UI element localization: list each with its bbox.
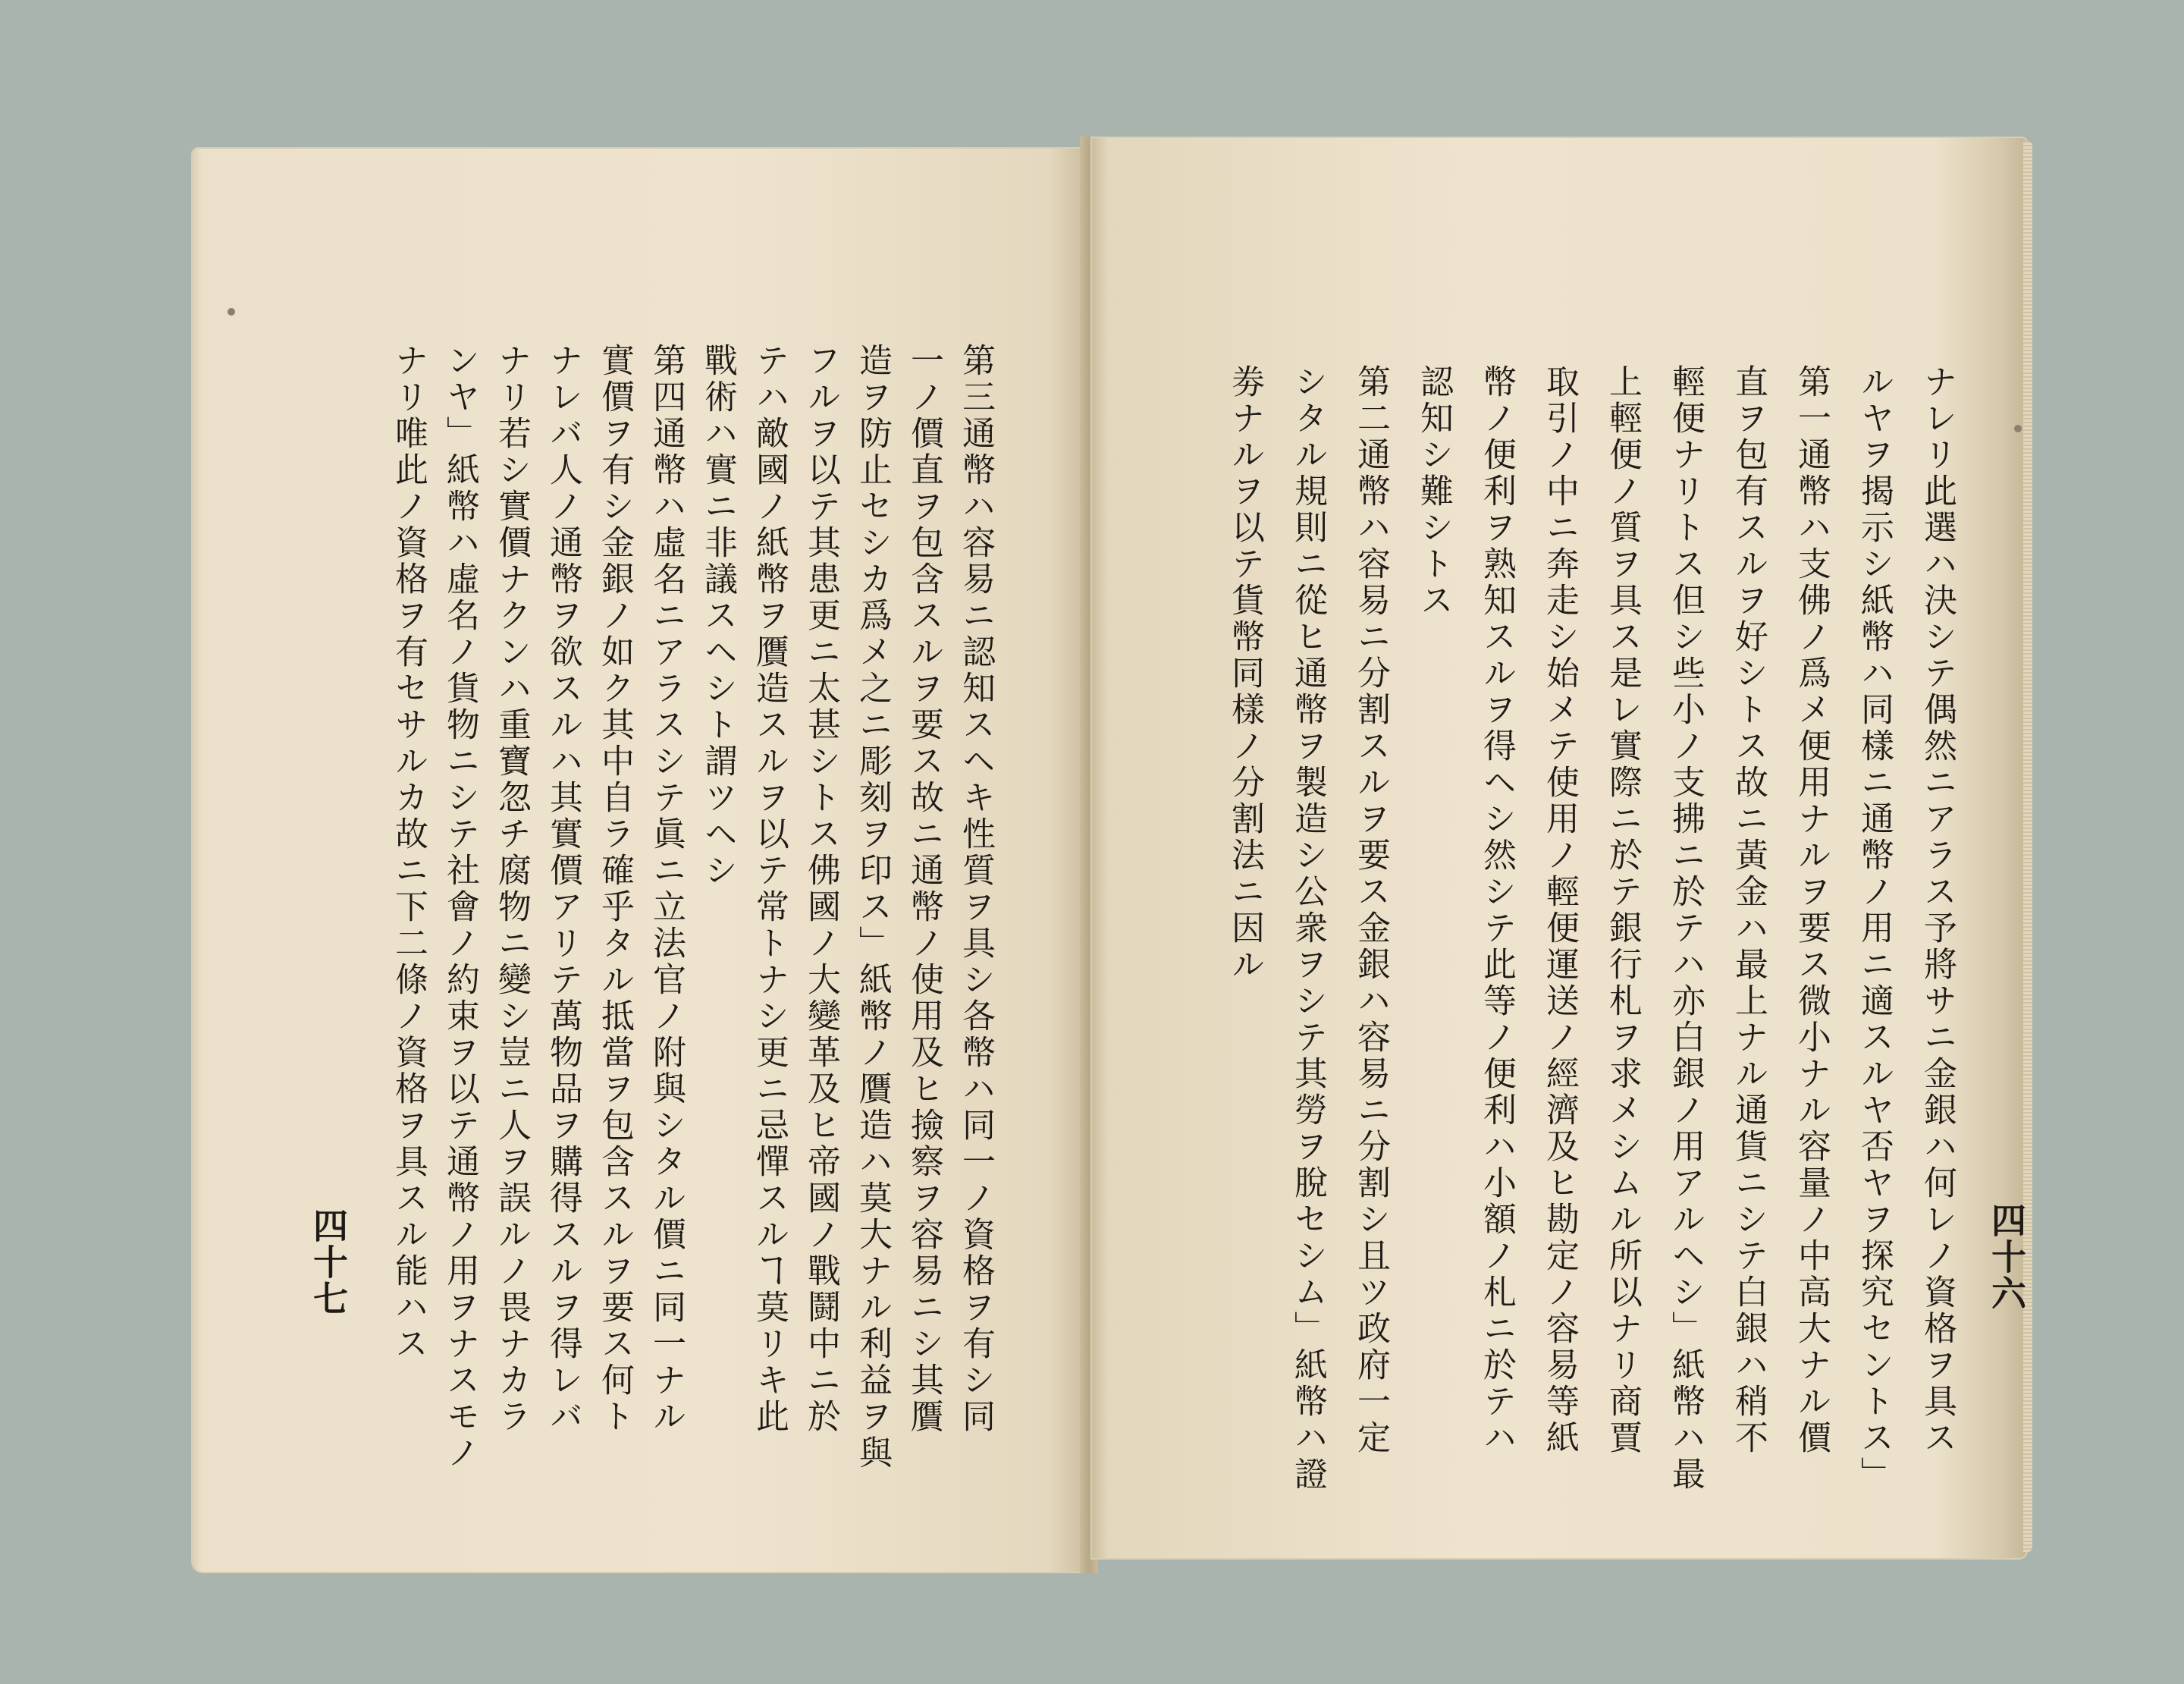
text-line: 輕便ナリトス但シ些小ノ支拂ニ於テハ亦白銀ノ用アルヘシ」紙幣ハ最 bbox=[1666, 364, 1705, 1493]
page-blemish bbox=[2014, 425, 2022, 432]
text-line: 認知シ難シトス bbox=[1414, 364, 1453, 619]
text-line: ンヤ」紙幣ハ虛名ノ貨物ニシテ社會ノ約束ヲ以テ通幣ノ用ヲナスモノ bbox=[441, 343, 479, 1472]
text-line: シタル規則ニ從ヒ通幣ヲ製造シ公衆ヲシテ其勞ヲ脫セシム」紙幣ハ證 bbox=[1288, 364, 1327, 1493]
text-line: フルヲ以テ其患更ニ太甚シトス佛國ノ大變革及ヒ帝國ノ戰鬪中ニ於 bbox=[802, 343, 840, 1435]
text-line: 劵ナルヲ以テ貨幣同樣ノ分割法ニ因ル bbox=[1225, 364, 1264, 983]
text-line: ナレバ人ノ通幣ヲ欲スルハ其實價アリテ萬物品ヲ購得スルヲ得レバ bbox=[544, 343, 582, 1435]
text-line: 取引ノ中ニ奔走シ始メテ使用ノ輕便運送ノ經濟及ヒ勘定ノ容易等紙 bbox=[1540, 364, 1579, 1456]
left-page bbox=[191, 147, 1084, 1573]
text-line: 幣ノ便利ヲ熟知スルヲ得ヘシ然シテ此等ノ便利ハ小額ノ札ニ於テハ bbox=[1477, 364, 1516, 1456]
text-line: ナリ唯此ノ資格ヲ有セサルカ故ニ下二條ノ資格ヲ具スル能ハス bbox=[389, 343, 428, 1362]
right-page-number: 四十六 bbox=[1986, 1202, 2027, 1312]
page-blemish bbox=[228, 308, 235, 316]
text-line: 造ヲ防止セシカ爲メ之ニ彫刻ヲ印ス」紙幣ノ贋造ハ莫大ナル利益ヲ與 bbox=[853, 343, 892, 1472]
text-line: 上輕便ノ質ヲ具ス是レ實際ニ於テ銀行札ヲ求メシムル所以ナリ商賈 bbox=[1603, 364, 1642, 1456]
right-page bbox=[1090, 137, 2028, 1560]
text-line: 直ヲ包有スルヲ好シトス故ニ黃金ハ最上ナル通貨ニシテ白銀ハ稍不 bbox=[1729, 364, 1768, 1456]
left-page-number: 四十七 bbox=[308, 1208, 349, 1317]
open-book bbox=[191, 137, 2032, 1578]
page-edges bbox=[2023, 141, 2032, 1552]
text-line: ナレリ此選ハ決シテ偶然ニアラス予將サニ金銀ハ何レノ資格ヲ具ス bbox=[1918, 364, 1956, 1456]
text-line: 戰術ハ實ニ非議スヘシト謂ツヘシ bbox=[698, 343, 737, 889]
text-line: ナリ若シ實價ナクンハ重寶忽チ腐物ニ變シ豈ニ人ヲ誤ルノ畏ナカラ bbox=[492, 343, 531, 1435]
text-line: 第四通幣ハ虛名ニアラスシテ眞ニ立法官ノ附與シタル價ニ同一ナル bbox=[647, 343, 686, 1435]
text-line: 第二通幣ハ容易ニ分割スルヲ要ス金銀ハ容易ニ分割シ且ツ政府一定 bbox=[1351, 364, 1390, 1456]
text-line: テハ敵國ノ紙幣ヲ贋造スルヲ以テ常トナシ更ニ忌憚スルヿ莫リキ此 bbox=[750, 343, 789, 1435]
text-line: ルヤヲ揭示シ紙幣ハ同樣ニ通幣ノ用ニ適スルヤ否ヤヲ探究セントス」 bbox=[1855, 364, 1894, 1493]
text-line: 第三通幣ハ容易ニ認知スヘキ性質ヲ具シ各幣ハ同一ノ資格ヲ有シ同 bbox=[956, 343, 995, 1435]
text-line: 第一通幣ハ支佛ノ爲メ便用ナルヲ要ス微小ナル容量ノ中高大ナル價 bbox=[1792, 364, 1831, 1456]
text-line: 一ノ價直ヲ包含スルヲ要ス故ニ通幣ノ使用及ヒ撿察ヲ容易ニシ其贋 bbox=[905, 343, 943, 1435]
text-line: 實價ヲ有シ金銀ノ如ク其中自ラ確乎タル抵當ヲ包含スルヲ要ス何ト bbox=[595, 343, 634, 1435]
